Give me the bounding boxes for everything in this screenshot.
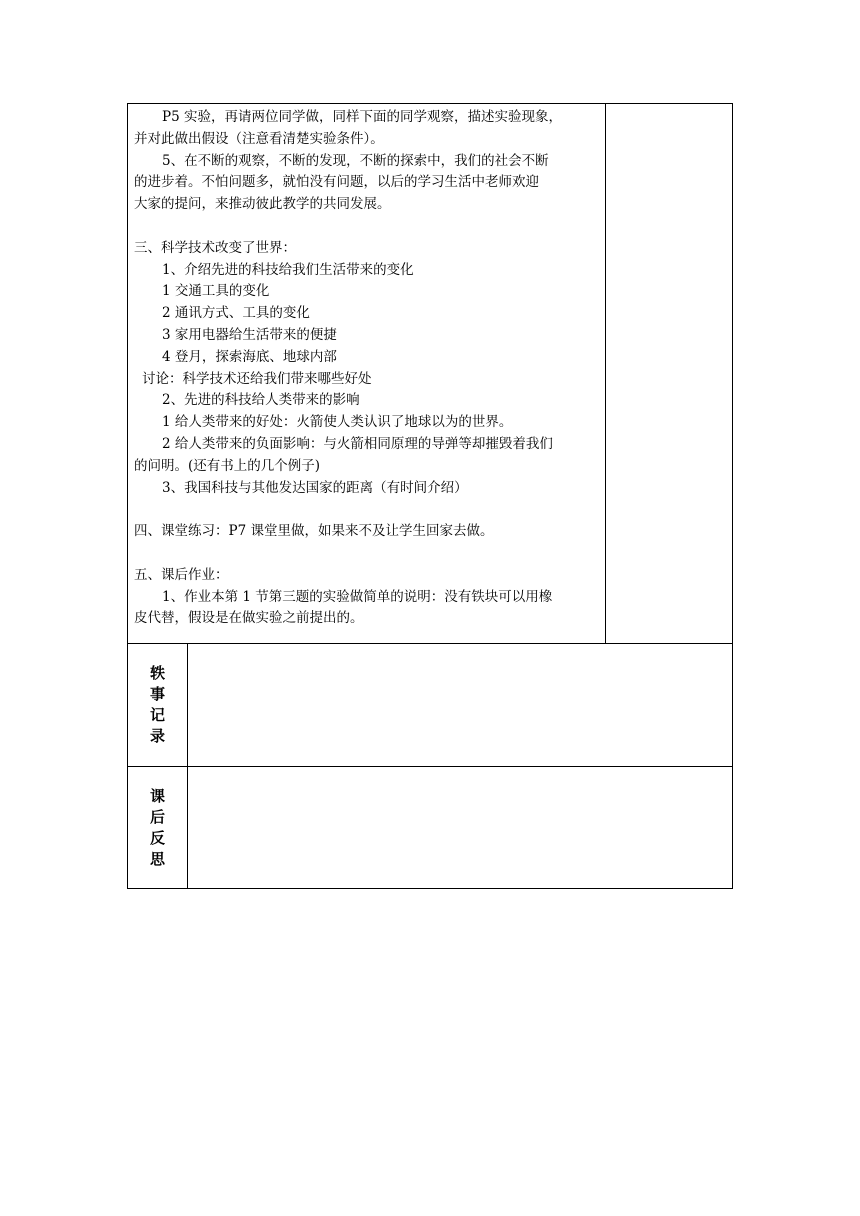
text-line: 1 给人类带来的好处：火箭使人类认识了地球以为的世界。 bbox=[162, 414, 513, 431]
blank-line bbox=[134, 543, 599, 565]
text-line: 的问明。(还有书上的几个例子) bbox=[134, 457, 321, 474]
post-class-reflection-label bbox=[128, 767, 188, 888]
lesson-content-cell bbox=[127, 103, 733, 644]
section-heading: 五、课后作业： bbox=[134, 566, 229, 583]
label-char: 轶 bbox=[149, 664, 165, 682]
label-char: 事 bbox=[149, 685, 165, 703]
anecdote-record-row bbox=[127, 644, 733, 767]
text-line: 4 登月，探索海底、地球内部 bbox=[162, 348, 337, 365]
text-line: 1 交通工具的变化 bbox=[162, 283, 270, 300]
blank-line bbox=[134, 499, 599, 521]
blank-line bbox=[134, 216, 599, 238]
label-char: 后 bbox=[149, 807, 165, 826]
section-heading: 四、课堂练习：P7 课堂里做，如果来不及让学生回家去做。 bbox=[134, 523, 494, 540]
text-line: 1、作业本第 1 节第三题的实验做简单的说明：没有铁块可以用橡 bbox=[162, 588, 553, 605]
text-line: P5 实验，再请两位同学做，同样下面的同学观察，描述实验现象， bbox=[162, 109, 562, 125]
label-char: 课 bbox=[149, 786, 165, 805]
text-line: 3 家用电器给生活带来的便捷 bbox=[162, 326, 337, 343]
text-line: 的进步着。不怕问题多，就怕没有问题，以后的学习生活中老师欢迎 bbox=[134, 174, 539, 191]
text-line: 5、在不断的观察，不断的发现，不断的探索中，我们的社会不断 bbox=[162, 152, 549, 169]
post-class-reflection-row bbox=[127, 766, 733, 889]
label-char: 反 bbox=[149, 828, 165, 847]
text-line: 2、先进的科技给人类带来的影响 bbox=[162, 392, 360, 409]
text-line: 2 通讯方式、工具的变化 bbox=[162, 305, 310, 322]
anecdote-record-label bbox=[128, 644, 188, 766]
text-line: 大家的提问，来推动彼此教学的共同发展。 bbox=[134, 196, 391, 213]
text-line: 2 给人类带来的负面影响：与火箭相同原理的导弹等却摧毁着我们 bbox=[162, 435, 553, 452]
text-line: 并对此做出假设（注意看清楚实验条件）。 bbox=[134, 130, 384, 147]
text-line: 皮代替，假设是在做实验之前提出的。 bbox=[134, 610, 364, 627]
text-line: 1、介绍先进的科技给我们生活带来的变化 bbox=[162, 261, 414, 278]
anecdote-record-field[interactable] bbox=[188, 644, 732, 766]
post-class-reflection-field[interactable] bbox=[188, 767, 732, 888]
lesson-text-column bbox=[128, 104, 606, 643]
text-line: 3、我国科技与其他发达国家的距离（有时间介绍） bbox=[162, 479, 468, 496]
text-line: 讨论：科学技术还给我们带来哪些好处 bbox=[142, 370, 372, 387]
label-char: 思 bbox=[149, 849, 165, 868]
label-char: 录 bbox=[149, 727, 165, 745]
label-char: 记 bbox=[149, 706, 165, 724]
section-heading: 三、科学技术改变了世界： bbox=[134, 239, 296, 256]
